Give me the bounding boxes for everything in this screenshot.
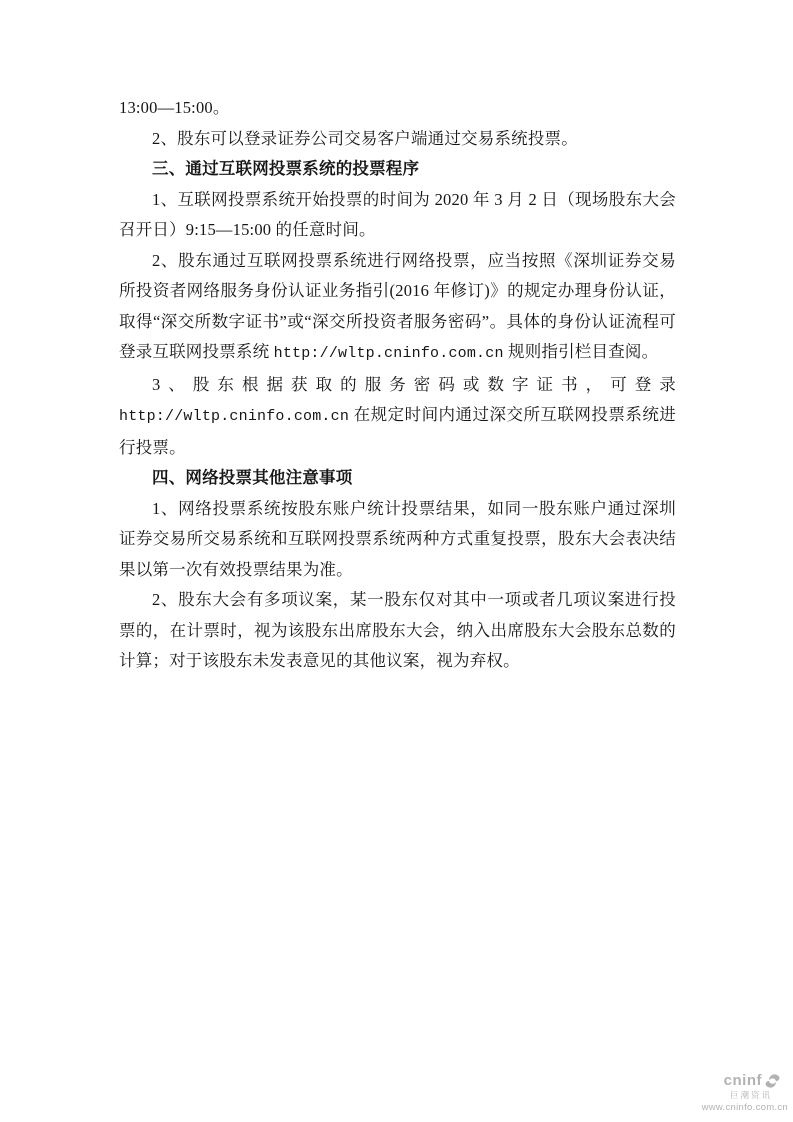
paragraph [119, 246, 676, 370]
text-run: 2、股东大会有多项议案，某一股东仅对其中一项或者几项议案进行投票的，在计票时，视为该股东出席股东大会，纳入出席股东大会股东总数的计算；对于该股东未发表意见的其他议案，视为弃权。 [119, 590, 676, 670]
text-run: 四、网络投票其他注意事项 [152, 469, 353, 487]
text-run: 13:00—15:00。 [119, 98, 230, 117]
paragraph [119, 370, 676, 464]
cninfo-brand-row [702, 1073, 788, 1090]
text-run: 在规定时间内通过深交所互联网投票系统进行投票。 [119, 405, 676, 457]
section-heading [119, 154, 676, 185]
cninfo-brand-text: cninf [723, 1072, 762, 1090]
cninfo-website-text: www.cninfo.com.cn [701, 1101, 788, 1113]
url-text: http://wltp.cninfo.com.cn [273, 345, 504, 362]
text-run: 规则指引栏目查阅。 [503, 342, 659, 361]
paragraph [119, 93, 676, 124]
section-heading [119, 463, 676, 494]
paragraph [119, 585, 676, 677]
paragraph [119, 185, 676, 246]
text-run: 三、通过互联网投票系统的投票程序 [152, 160, 420, 178]
cninfo-logo [702, 1073, 788, 1113]
url-text: http://wltp.cninfo.com.cn [119, 408, 350, 425]
document-content [119, 93, 676, 677]
cninfo-brand-cn: 巨潮资讯 [729, 1090, 772, 1101]
text-run: 2、股东可以登录证券公司交易客户端通过交易系统投票。 [152, 128, 578, 148]
paragraph [119, 124, 676, 155]
text-run: 3、股东根据获取的服务密码或数字证书，可登录 [152, 374, 676, 394]
text-run: 1、互联网投票系统开始投票的时间为 2020 年 3 月 2 日（现场股东大会召开日）9:15—15:00 的任意时间。 [119, 189, 676, 239]
text-run: 2、股东通过互联网投票系统进行网络投票，应当按照《深圳证券交易所投资者网络服务身份认证业务指引(2016 年修订)》的规定办理身份认证，取得“深交所数字证书”或“深交所投资者服务密码”。具体的身份认证流程可登录互联网投票系统 [119, 250, 676, 361]
text-run: 1、网络投票系统按股东账户统计投票结果，如同一股东账户通过深圳证券交易所交易系统和互联网投票系统两种方式重复投票，股东大会表决结果以第一次有效投票结果为准。 [119, 498, 676, 579]
paragraph [119, 494, 676, 586]
cninfo-swirl-icon [763, 1073, 782, 1090]
